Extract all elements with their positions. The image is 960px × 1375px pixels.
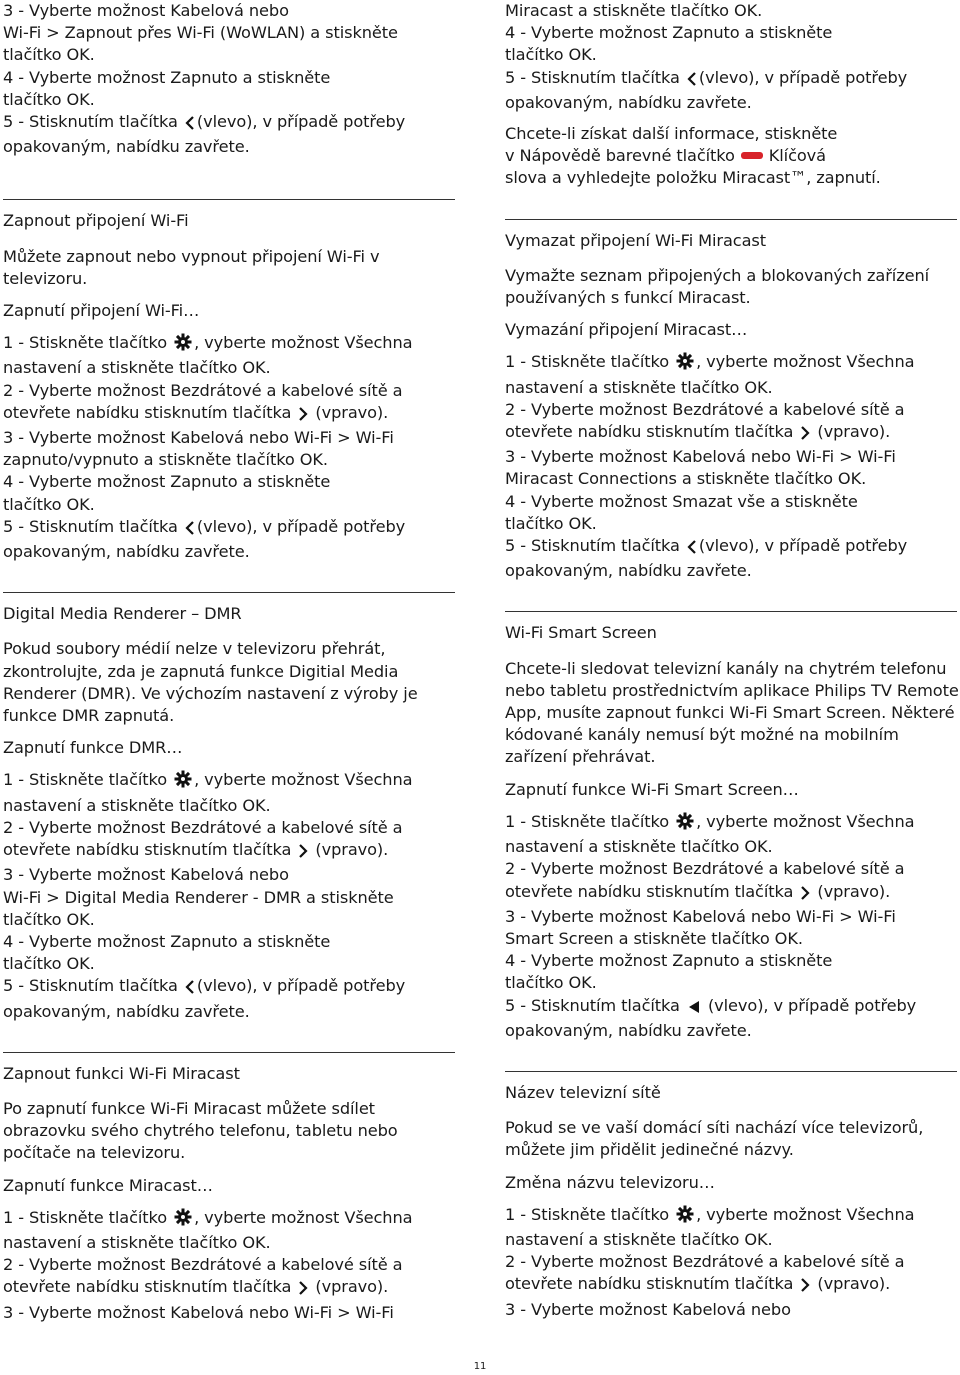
section-intro: Chcete-li sledovat televizní kanály na chytrém telefonu nebo tabletu prostřednictvím aplikace Philips TV Remote App, musíte zapnout funkci Wi-Fi Smart Screen. Některé kódované kanály nemusí být možné na mobilním zařízení přehrávat.: [505, 658, 959, 767]
step-text: , vyberte možnost Všechna: [194, 1207, 413, 1227]
step-text: (vlevo), v případě potřeby: [707, 995, 917, 1015]
step-line: 4 - Vyberte možnost Smazat vše a stiskněte: [505, 491, 858, 511]
step-line: Miracast Connections a stiskněte tlačítko OK.: [505, 469, 867, 489]
section-divider: [3, 199, 455, 200]
step-text: 5 - Stisknutím tlačítka: [3, 516, 178, 536]
step-text: (vpravo).: [817, 881, 891, 901]
step-text: otevřete nabídku stisknutím tlačítka: [505, 881, 794, 901]
chevron-left-icon: [185, 114, 195, 136]
chevron-right-icon: [298, 842, 308, 864]
section-intro: Pokud se ve vaší domácí síti nachází více televizorů, můžete jim přidělit jedinečné názvy.: [505, 1118, 924, 1160]
step-text: 1 - Stiskněte tlačítko: [3, 770, 168, 790]
section-subtitle: Zapnutí funkce Wi-Fi Smart Screen…: [505, 779, 799, 799]
step-line: 4 - Vyberte možnost Zapnuto a stiskněte: [505, 23, 833, 43]
step-line: opakovaným, nabídku zavřete.: [505, 92, 752, 112]
step-line: Miracast a stiskněte tlačítko OK.: [505, 1, 763, 20]
step-line: tlačítko OK.: [505, 973, 597, 993]
step-text: (vpravo).: [315, 402, 389, 422]
step-line: [505, 351, 960, 376]
red-color-key-icon: [741, 152, 763, 159]
gear-icon: [676, 1205, 694, 1229]
step-line: opakovaným, nabídku zavřete.: [3, 542, 250, 562]
step-text: otevřete nabídku stisknutím tlačítka: [3, 840, 292, 860]
step-text: otevřete nabídku stisknutím tlačítka: [505, 422, 794, 442]
step-line: 2 - Vyberte možnost Bezdrátové a kabelové sítě a: [505, 859, 905, 879]
chevron-left-icon: [687, 70, 697, 92]
step-line: [3, 111, 458, 136]
step-text: (vpravo).: [315, 1277, 389, 1297]
triangle-left-icon: [687, 998, 701, 1020]
step-line: 3 - Vyberte možnost Kabelová nebo Wi-Fi > Wi-Fi: [3, 1302, 394, 1322]
step-text: otevřete nabídku stisknutím tlačítka: [3, 1277, 292, 1297]
step-text: 5 - Stisknutím tlačítka: [505, 995, 680, 1015]
step-line: Wi-Fi > Digital Media Renderer - DMR a stiskněte: [3, 887, 394, 907]
step-list: [3, 769, 458, 1022]
step-text: , vyberte možnost Všechna: [194, 333, 413, 353]
step-line: 3 - Vyberte možnost Kabelová nebo Wi-Fi > Wi-Fi: [505, 906, 896, 926]
step-text: 1 - Stiskněte tlačítko: [505, 352, 670, 372]
section-title: Wi-Fi Smart Screen: [505, 623, 657, 643]
section-divider: [505, 1071, 957, 1072]
step-line: tlačítko OK.: [3, 45, 95, 65]
step-line: [505, 421, 960, 446]
step-line: [505, 995, 960, 1020]
chevron-right-icon: [800, 424, 810, 446]
step-text: (vlevo), v případě potřeby: [698, 536, 908, 556]
step-line: tlačítko OK.: [505, 45, 597, 65]
step-text: 1 - Stiskněte tlačítko: [505, 1204, 670, 1224]
step-list: [3, 1207, 458, 1324]
chevron-right-icon: [298, 405, 308, 427]
step-text: otevřete nabídku stisknutím tlačítka: [3, 402, 292, 422]
step-list: [3, 332, 458, 563]
section-intro: Pokud soubory médií nelze v televizoru přehrát, zkontrolujte, zda je zapnutá funkce Digitial Media Renderer (DMR). Ve výchozím nastavení z výroby je funkce DMR zapnutá.: [3, 639, 418, 726]
step-text: 5 - Stisknutím tlačítka: [3, 976, 178, 996]
step-line: 2 - Vyberte možnost Bezdrátové a kabelové sítě a: [505, 399, 905, 419]
gear-icon: [676, 352, 694, 376]
section-divider: [505, 611, 957, 612]
step-list: [505, 811, 960, 1042]
step-line: opakovaným, nabídku zavřete.: [3, 1001, 250, 1021]
step-text: (vpravo).: [817, 1274, 891, 1294]
help-line: [505, 145, 960, 167]
step-line: [3, 402, 458, 427]
step-line: 4 - Vyberte možnost Zapnuto a stiskněte: [505, 951, 833, 971]
step-line: 2 - Vyberte možnost Bezdrátové a kabelové sítě a: [3, 817, 403, 837]
section-title: Zapnout připojení Wi-Fi: [3, 211, 189, 231]
step-line: Wi-Fi > Zapnout přes Wi-Fi (WoWLAN) a stiskněte: [3, 23, 398, 43]
gear-icon: [174, 770, 192, 794]
section-intro: Po zapnutí funkce Wi-Fi Miracast můžete sdílet obrazovku svého chytrého telefonu, tabletu nebo počítače na televizoru.: [3, 1098, 398, 1163]
gear-icon: [174, 333, 192, 357]
step-line: [505, 881, 960, 906]
section-subtitle: Vymazání připojení Miracast…: [505, 320, 748, 340]
step-text: (vlevo), v případě potřeby: [196, 516, 406, 536]
page-number: 11: [473, 1361, 487, 1372]
step-line: [3, 332, 458, 357]
step-text: 5 - Stisknutím tlačítka: [505, 67, 680, 87]
step-text: 1 - Stiskněte tlačítko: [505, 811, 670, 831]
step-line: 2 - Vyberte možnost Bezdrátové a kabelové sítě a: [505, 1252, 905, 1272]
step-line: [505, 1273, 960, 1298]
step-line: [505, 67, 960, 92]
step-line: 2 - Vyberte možnost Bezdrátové a kabelové sítě a: [3, 1255, 403, 1275]
step-text: 5 - Stisknutím tlačítka: [505, 536, 680, 556]
section-subtitle: Změna názvu televizoru…: [505, 1172, 715, 1192]
step-line: [505, 1204, 960, 1229]
section-divider: [3, 1052, 455, 1053]
step-text: (vlevo), v případě potřeby: [196, 112, 406, 132]
step-line: 4 - Vyberte možnost Zapnuto a stiskněte: [3, 931, 331, 951]
continued-steps: [505, 0, 960, 190]
chevron-right-icon: [298, 1279, 308, 1301]
section-title: Vymazat připojení Wi-Fi Miracast: [505, 230, 766, 250]
section-subtitle: Zapnutí funkce DMR…: [3, 738, 183, 758]
step-line: 3 - Vyberte možnost Kabelová nebo Wi-Fi > Wi-Fi: [505, 447, 896, 467]
left-column: [3, 0, 458, 1324]
step-line: opakovaným, nabídku zavřete.: [3, 137, 250, 157]
help-line: Chcete-li získat další informace, stiskněte: [505, 124, 838, 144]
help-text: v Nápovědě barevné tlačítko: [505, 146, 735, 166]
chevron-left-icon: [185, 978, 195, 1000]
section-divider: [3, 592, 455, 593]
step-text: 5 - Stisknutím tlačítka: [3, 112, 178, 132]
step-line: [3, 1276, 458, 1301]
step-line: 4 - Vyberte možnost Zapnuto a stiskněte: [3, 67, 331, 87]
step-text: 1 - Stiskněte tlačítko: [3, 1207, 168, 1227]
section-subtitle: Zapnutí funkce Miracast…: [3, 1175, 213, 1195]
step-text: (vpravo).: [315, 840, 389, 860]
step-line: tlačítko OK.: [3, 954, 95, 974]
step-line: [3, 516, 458, 541]
step-line: nastavení a stiskněte tlačítko OK.: [505, 837, 773, 857]
help-text: Klíčová: [768, 146, 826, 166]
step-line: opakovaným, nabídku zavřete.: [505, 561, 752, 581]
step-line: 3 - Vyberte možnost Kabelová nebo: [3, 1, 289, 20]
step-line: nastavení a stiskněte tlačítko OK.: [505, 1229, 773, 1249]
step-line: [505, 535, 960, 560]
step-text: 1 - Stiskněte tlačítko: [3, 333, 168, 353]
section-intro: Vymažte seznam připojených a blokovaných zařízení používaných s funkcí Miracast.: [505, 265, 930, 308]
step-line: 3 - Vyberte možnost Kabelová nebo: [3, 865, 289, 885]
step-line: nastavení a stiskněte tlačítko OK.: [3, 358, 271, 378]
step-line: Smart Screen a stiskněte tlačítko OK.: [505, 928, 803, 948]
step-line: tlačítko OK.: [3, 909, 95, 929]
step-line: tlačítko OK.: [3, 494, 95, 514]
right-column: [505, 0, 960, 1321]
step-line: nastavení a stiskněte tlačítko OK.: [3, 1232, 271, 1252]
chevron-right-icon: [800, 1276, 810, 1298]
step-line: tlačítko OK.: [505, 513, 597, 533]
step-line: nastavení a stiskněte tlačítko OK.: [505, 377, 773, 397]
section-intro: Můžete zapnout nebo vypnout připojení Wi-Fi v televizoru.: [3, 246, 380, 288]
step-list: [505, 351, 960, 582]
chevron-right-icon: [800, 884, 810, 906]
step-text: , vyberte možnost Všechna: [194, 770, 413, 790]
step-line: tlačítko OK.: [3, 89, 95, 109]
step-text: , vyberte možnost Všechna: [696, 352, 915, 372]
section-subtitle: Zapnutí připojení Wi-Fi…: [3, 301, 200, 321]
step-line: [3, 1207, 458, 1232]
step-line: 4 - Vyberte možnost Zapnuto a stiskněte: [3, 472, 331, 492]
step-line: 3 - Vyberte možnost Kabelová nebo: [505, 1299, 791, 1319]
gear-icon: [174, 1208, 192, 1232]
step-line: [3, 975, 458, 1000]
step-list: [505, 1204, 960, 1321]
step-line: opakovaným, nabídku zavřete.: [505, 1020, 752, 1040]
step-line: 3 - Vyberte možnost Kabelová nebo Wi-Fi > Wi-Fi: [3, 428, 394, 448]
help-line: slova a vyhledejte položku Miracast™, zapnutí.: [505, 168, 881, 188]
continued-steps: [3, 0, 458, 158]
step-line: zapnuto/vypnuto a stiskněte tlačítko OK.: [3, 450, 328, 470]
step-line: 2 - Vyberte možnost Bezdrátové a kabelové sítě a: [3, 380, 403, 400]
step-text: , vyberte možnost Všechna: [696, 1204, 915, 1224]
chevron-left-icon: [185, 519, 195, 541]
step-text: (vlevo), v případě potřeby: [196, 976, 406, 996]
step-text: , vyberte možnost Všechna: [696, 811, 915, 831]
section-title: Digital Media Renderer – DMR: [3, 604, 242, 624]
gear-icon: [676, 812, 694, 836]
step-line: [3, 769, 458, 794]
step-line: [3, 839, 458, 864]
step-text: otevřete nabídku stisknutím tlačítka: [505, 1274, 794, 1294]
step-line: nastavení a stiskněte tlačítko OK.: [3, 795, 271, 815]
section-divider: [505, 219, 957, 220]
step-text: (vpravo).: [817, 422, 891, 442]
section-title: Název televizní sítě: [505, 1082, 661, 1102]
chevron-left-icon: [687, 538, 697, 560]
step-text: (vlevo), v případě potřeby: [698, 67, 908, 87]
section-title: Zapnout funkci Wi-Fi Miracast: [3, 1063, 240, 1083]
step-line: [505, 811, 960, 836]
